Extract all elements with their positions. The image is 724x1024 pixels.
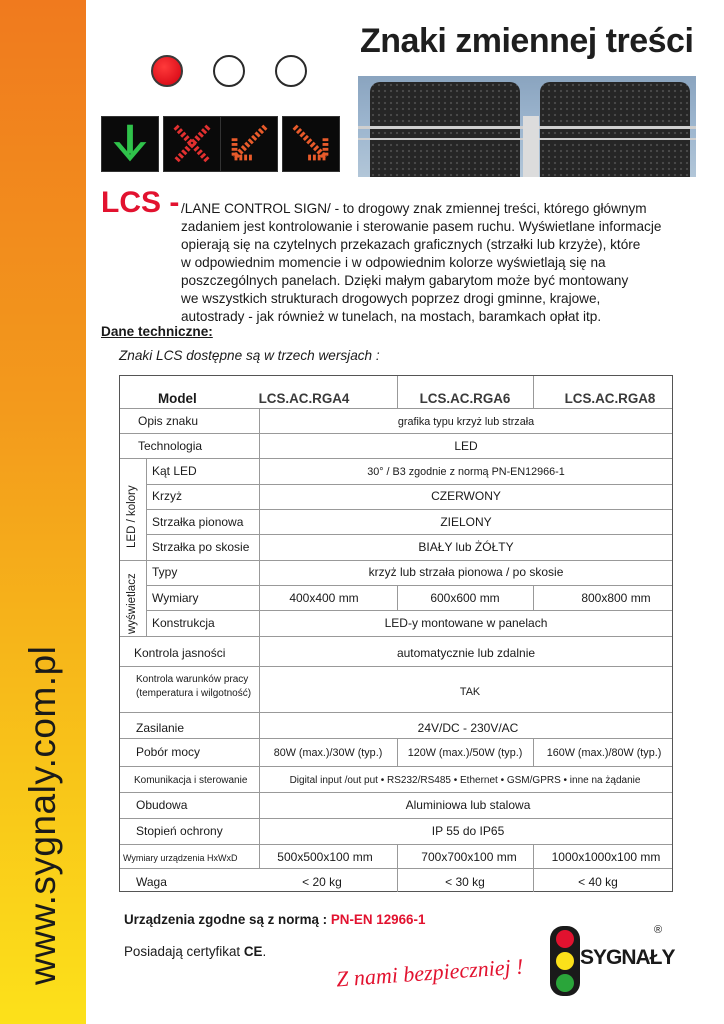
registered-icon: ® xyxy=(654,924,663,936)
off-light-icon xyxy=(213,55,245,87)
group-led-label: LED / kolory xyxy=(126,485,138,548)
row-value: 700x700x100 mm xyxy=(421,850,517,864)
header-variant: LCS.AC.RGA4 xyxy=(258,391,350,406)
divider xyxy=(533,585,534,610)
row-value: BIAŁY lub ŻÓŁTY xyxy=(418,540,514,554)
divider xyxy=(120,433,672,434)
group-display-label: wyświetlacz xyxy=(126,573,138,634)
row-label: Obudowa xyxy=(136,798,188,812)
row-value: 600x600 mm xyxy=(430,591,500,605)
divider xyxy=(533,376,534,408)
logo-text: SYGNAŁY xyxy=(580,946,675,969)
row-value: LED-y montowane w panelach xyxy=(384,616,548,630)
gantry-post xyxy=(523,116,539,177)
divider xyxy=(120,738,672,739)
divider xyxy=(146,509,672,510)
spec-table xyxy=(119,375,673,892)
cert-statement xyxy=(124,944,266,959)
row-value: TAK xyxy=(459,686,481,698)
description-line: poszczególnych panelach. Dzięki małym gabarytom może być montowany xyxy=(181,273,629,288)
row-label: Wymiary xyxy=(152,591,199,605)
green-arrow-down-sign-icon xyxy=(101,116,159,172)
divider xyxy=(120,766,672,767)
divider xyxy=(120,636,672,637)
header-variant: LCS.AC.RGA8 xyxy=(564,391,656,406)
header-model: Model xyxy=(158,391,197,406)
divider xyxy=(120,792,672,793)
divider xyxy=(146,585,672,586)
row-value: < 20 kg xyxy=(302,875,342,889)
off-light-icon xyxy=(275,55,307,87)
row-label: Kontrola jasności xyxy=(134,646,226,660)
description-line: w odpowiednim momencie i w odpowiednim kolorze wyświetlają się na xyxy=(181,255,606,270)
row-value: < 40 kg xyxy=(578,875,618,889)
red-cross-sign-icon xyxy=(163,116,221,172)
divider xyxy=(397,585,398,610)
row-value: 500x500x100 mm xyxy=(277,850,373,864)
diagonal-arrow-left-sign-icon xyxy=(220,116,278,172)
row-label: Technologia xyxy=(138,439,203,453)
row-value: 1000x1000x100 mm xyxy=(551,850,661,864)
row-value: 400x400 mm xyxy=(289,591,359,605)
row-value: 160W (max.)/80W (typ.) xyxy=(546,747,662,759)
row-label: Pobór mocy xyxy=(136,745,201,759)
website-url[interactable]: www.sygnaly.com.pl xyxy=(22,645,63,985)
row-label: Kontrola warunków pracy xyxy=(136,674,249,685)
divider xyxy=(146,534,672,535)
page-title: Znaki zmiennej treści xyxy=(360,22,694,60)
divider xyxy=(120,844,672,845)
row-value: CZERWONY xyxy=(431,489,501,503)
divider xyxy=(120,818,672,819)
divider xyxy=(120,666,672,667)
divider xyxy=(146,458,147,636)
divider xyxy=(120,868,672,869)
row-value: Digital input /out put • RS232/RS485 • Ethernet • GSM/GPRS • inne na żądanie xyxy=(289,775,641,786)
row-label: Opis znaku xyxy=(138,414,199,428)
specs-subtitle: Znaki LCS dostępne są w trzech wersjach : xyxy=(119,348,380,363)
description-line: opierają się na czytelnych przekazach graficznych (strzałki lub krzyże), które xyxy=(181,237,641,252)
description-line: zadaniem jest kontrolowanie i sterowanie pasem ruchu. Wyświetlane informacje xyxy=(181,219,662,234)
divider xyxy=(397,844,398,868)
row-value: 30° / B3 zgodnie z normą PN-EN12966-1 xyxy=(367,466,565,478)
divider xyxy=(120,560,672,561)
row-label: Komunikacja i sterowanie xyxy=(134,775,248,786)
divider xyxy=(120,712,672,713)
row-value: 80W (max.)/30W (typ.) xyxy=(273,747,383,759)
header-variant: LCS.AC.RGA6 xyxy=(419,391,511,406)
divider xyxy=(397,376,398,408)
row-value: Aluminiowa lub stalowa xyxy=(405,798,531,812)
row-label: Kąt LED xyxy=(152,464,197,478)
description-line: /LANE CONTROL SIGN/ - to drogowy znak zmiennej treści, którego głównym xyxy=(181,201,647,216)
divider xyxy=(533,844,534,868)
row-label: Stopień ochrony xyxy=(136,824,223,838)
gantry-photo xyxy=(358,76,696,177)
divider xyxy=(120,458,672,459)
diagonal-arrow-right-sign-icon xyxy=(282,116,340,172)
divider xyxy=(397,738,398,766)
row-value: krzyż lub strzała pionowa / po skosie xyxy=(368,565,564,579)
cert-value: CE xyxy=(243,944,263,959)
slogan: Z nami bezpieczniej ! xyxy=(335,953,525,992)
cert-suffix: . xyxy=(262,944,267,959)
row-label: Krzyż xyxy=(152,489,182,503)
sign-panel xyxy=(540,82,690,177)
divider xyxy=(533,868,534,892)
description-line: we wszystkich strukturach drogowych poprzez drogi gminne, krajowe, xyxy=(181,291,601,306)
red-light-icon xyxy=(151,55,183,87)
row-label: Zasilanie xyxy=(136,721,185,735)
norm-prefix: Urządzenia zgodne są z normą : xyxy=(124,912,331,927)
sign-panel xyxy=(370,82,520,177)
row-label: Strzałka po skosie xyxy=(152,540,250,554)
row-value: 800x800 mm xyxy=(581,591,651,605)
specs-title: Dane techniczne: xyxy=(101,324,213,339)
divider xyxy=(146,484,672,485)
row-label: Konstrukcja xyxy=(152,616,215,630)
description-line: autostrady - jak również w tunelach, na mostach, baramkach opłat itp. xyxy=(181,309,602,324)
cert-prefix: Posiadają certyfikat xyxy=(124,944,244,959)
row-value: automatycznie lub zdalnie xyxy=(396,646,536,660)
row-label: Waga xyxy=(136,875,167,889)
row-value: < 30 kg xyxy=(445,875,485,889)
divider xyxy=(146,610,672,611)
row-label: (temperatura i wilgotność) xyxy=(136,688,252,699)
norm-value: PN-EN 12966-1 xyxy=(330,912,426,927)
divider xyxy=(397,868,398,892)
row-value: grafika typu krzyż lub strzała xyxy=(397,416,535,428)
divider xyxy=(120,408,672,409)
divider xyxy=(259,408,260,868)
row-value: 120W (max.)/50W (typ.) xyxy=(407,747,523,759)
lcs-description xyxy=(181,200,711,326)
row-label: Wymiary urządzenia HxWxD xyxy=(123,853,238,863)
norm-statement xyxy=(124,912,425,927)
row-label: Typy xyxy=(152,565,178,579)
row-value: 24V/DC - 230V/AC xyxy=(417,721,519,735)
row-label: Strzałka pionowa xyxy=(152,515,244,529)
row-value: ZIELONY xyxy=(440,515,492,529)
row-value: IP 55 do IP65 xyxy=(431,824,505,838)
row-value: LED xyxy=(454,439,478,453)
lcs-heading: LCS - xyxy=(101,186,180,219)
divider xyxy=(533,738,534,766)
